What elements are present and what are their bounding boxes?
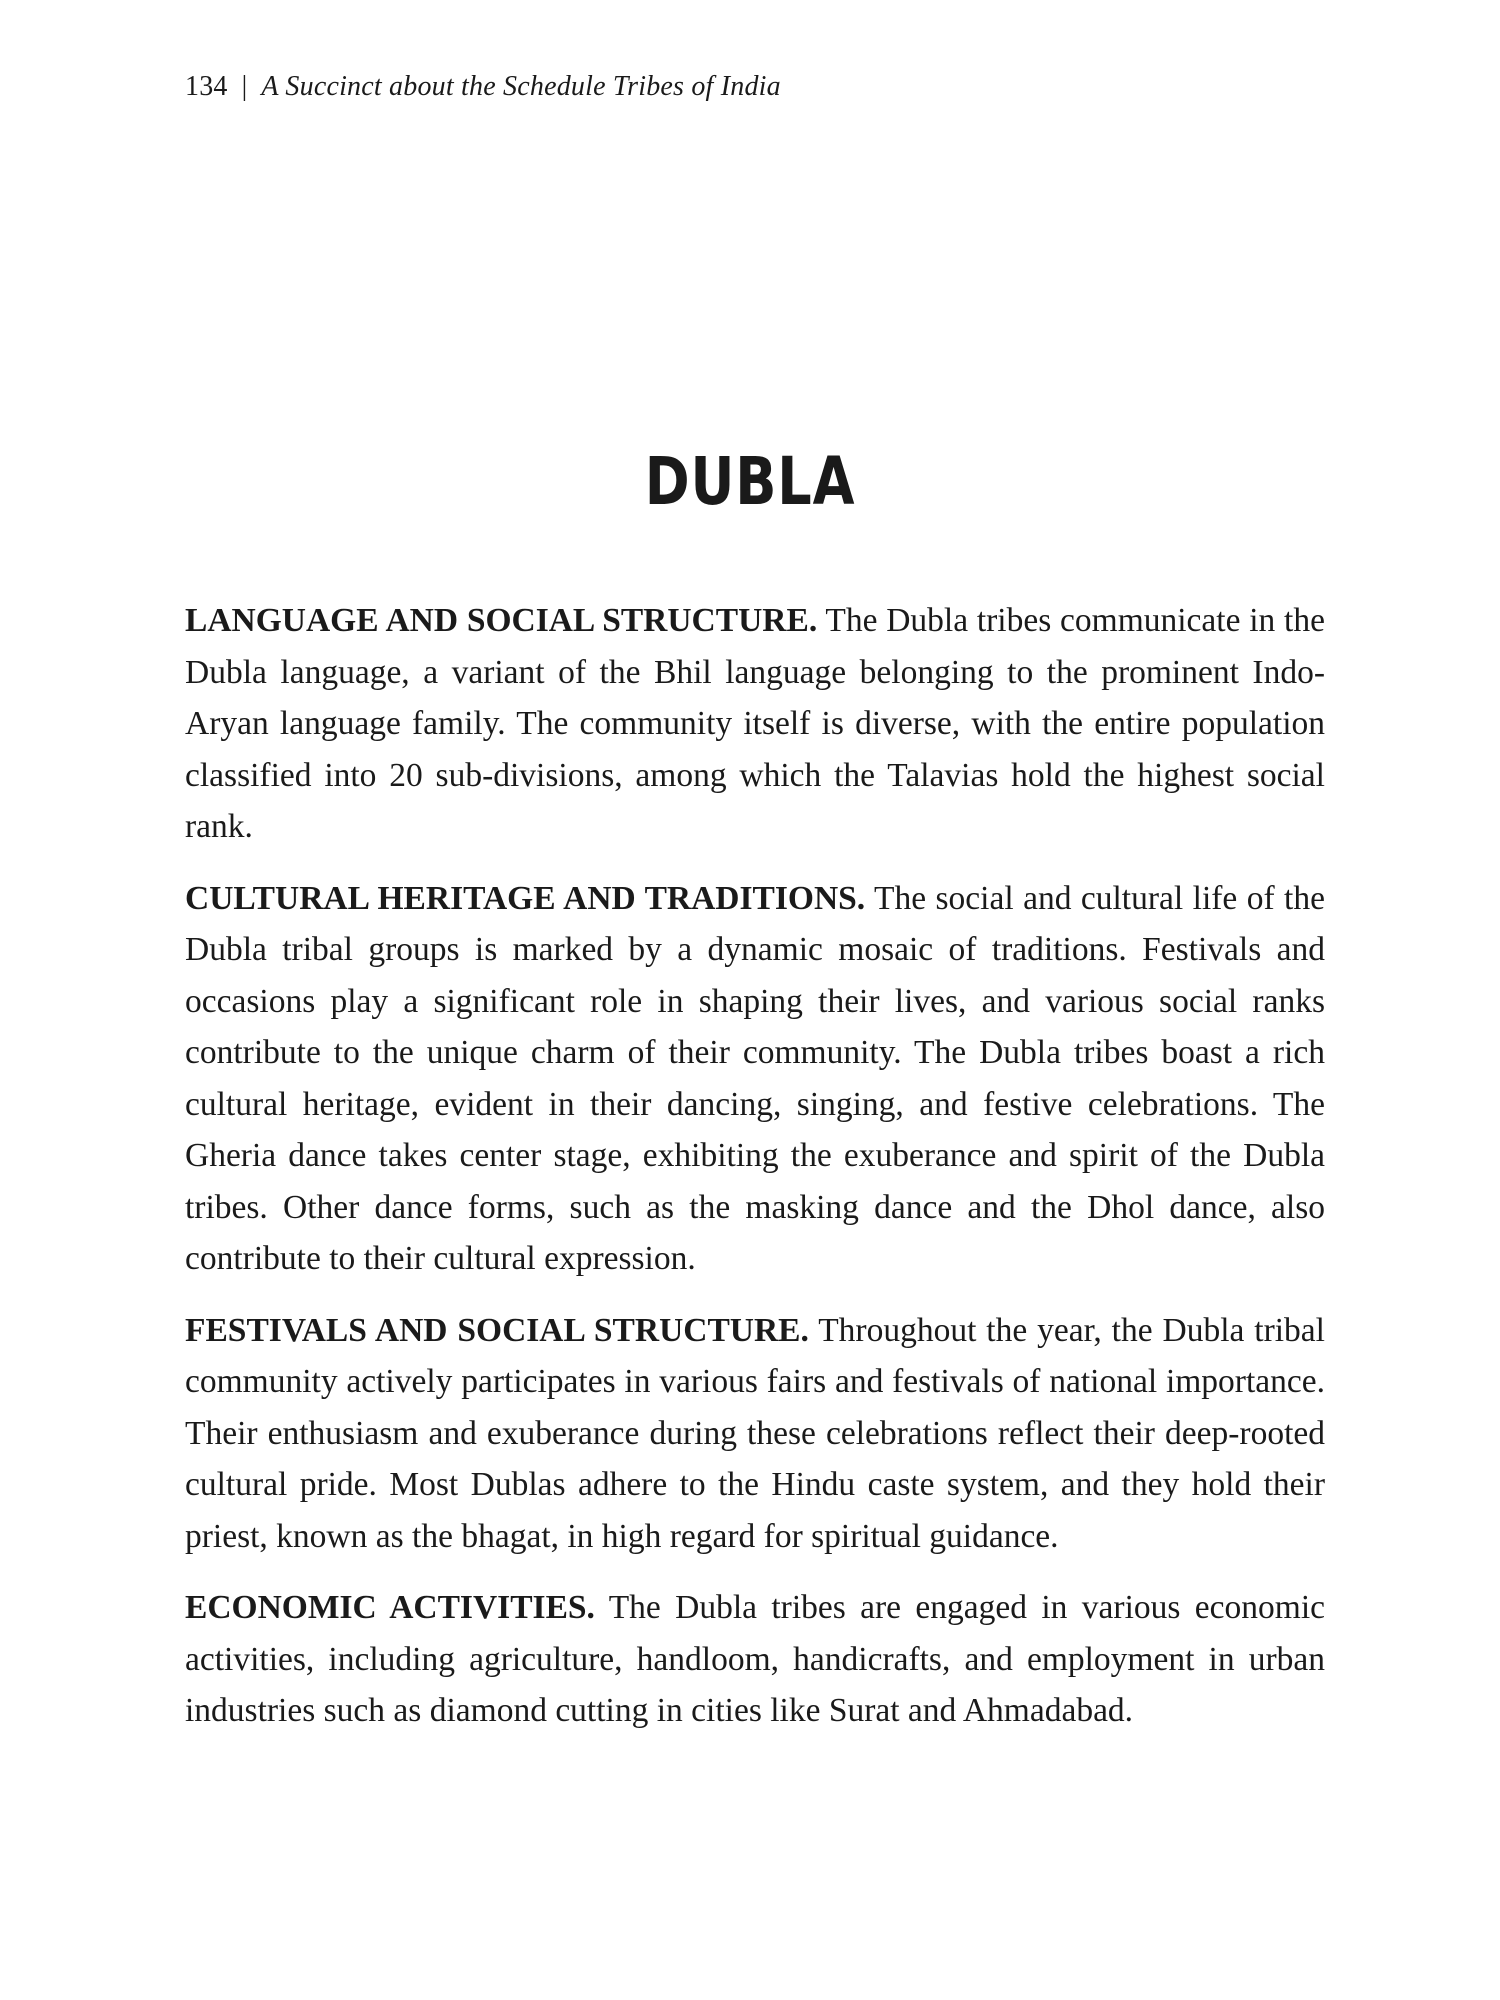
header-separator: | bbox=[241, 71, 248, 102]
section-text: The Dubla tribes communicate in the Dubla language, a variant of the Bhil language belonging to the prominent Indo-Aryan language family. The community itself is diverse, with the entire population classified into 20 sub-divisions, among which the Talavias hold the highest social rank. bbox=[185, 602, 1325, 845]
section-text: The Dubla tribes are engaged in various economic activities, including agriculture, handloom, handicrafts, and employment in urban industries such as diamond cutting in cities like Surat and Ahmadabad. bbox=[185, 1589, 1325, 1729]
section-festivals-social-structure bbox=[185, 1305, 1325, 1563]
book-title: A Succinct about the Schedule Tribes of India bbox=[261, 71, 781, 102]
running-header bbox=[185, 70, 781, 104]
page-number: 134 bbox=[185, 71, 228, 102]
section-language-social-structure bbox=[185, 595, 1325, 853]
section-text: The social and cultural life of the Dubla tribal groups is marked by a dynamic mosaic of traditions. Festivals and occasions play a significant role in shaping their lives, and various social ranks contribute to the unique charm of their community. The Dubla tribes boast a rich cultural heritage, evident in their dancing, singing, and festive celebrations. The Gheria dance takes center stage, exhibiting the exuberance and spirit of the Dubla tribes. Other dance forms, such as the masking dance and the Dhol dance, also contribute to their cultural expression. bbox=[185, 879, 1325, 1277]
section-heading: LANGUAGE AND SOCIAL STRUCTURE. bbox=[185, 602, 818, 639]
section-heading: FESTIVALS AND SOCIAL STRUCTURE. bbox=[185, 1311, 809, 1349]
section-heading: ECONOMIC ACTIVITIES. bbox=[185, 1589, 595, 1626]
body-text bbox=[185, 595, 1325, 1757]
section-text: Throughout the year, the Dubla tribal community actively participates in various fairs and festivals of national importance. Their enthusiasm and exuberance during these celebrations reflect their deep-rooted cultural pride. Most Dublas adhere to the Hindu caste system, and they hold their priest, known as the bhagat, in high regard for spiritual guidance. bbox=[185, 1311, 1325, 1555]
section-cultural-heritage bbox=[185, 873, 1325, 1285]
section-heading: CULTURAL HERITAGE AND TRADITIONS. bbox=[185, 879, 866, 917]
chapter-title: DUBLA bbox=[644, 443, 856, 521]
section-economic-activities bbox=[185, 1582, 1325, 1737]
